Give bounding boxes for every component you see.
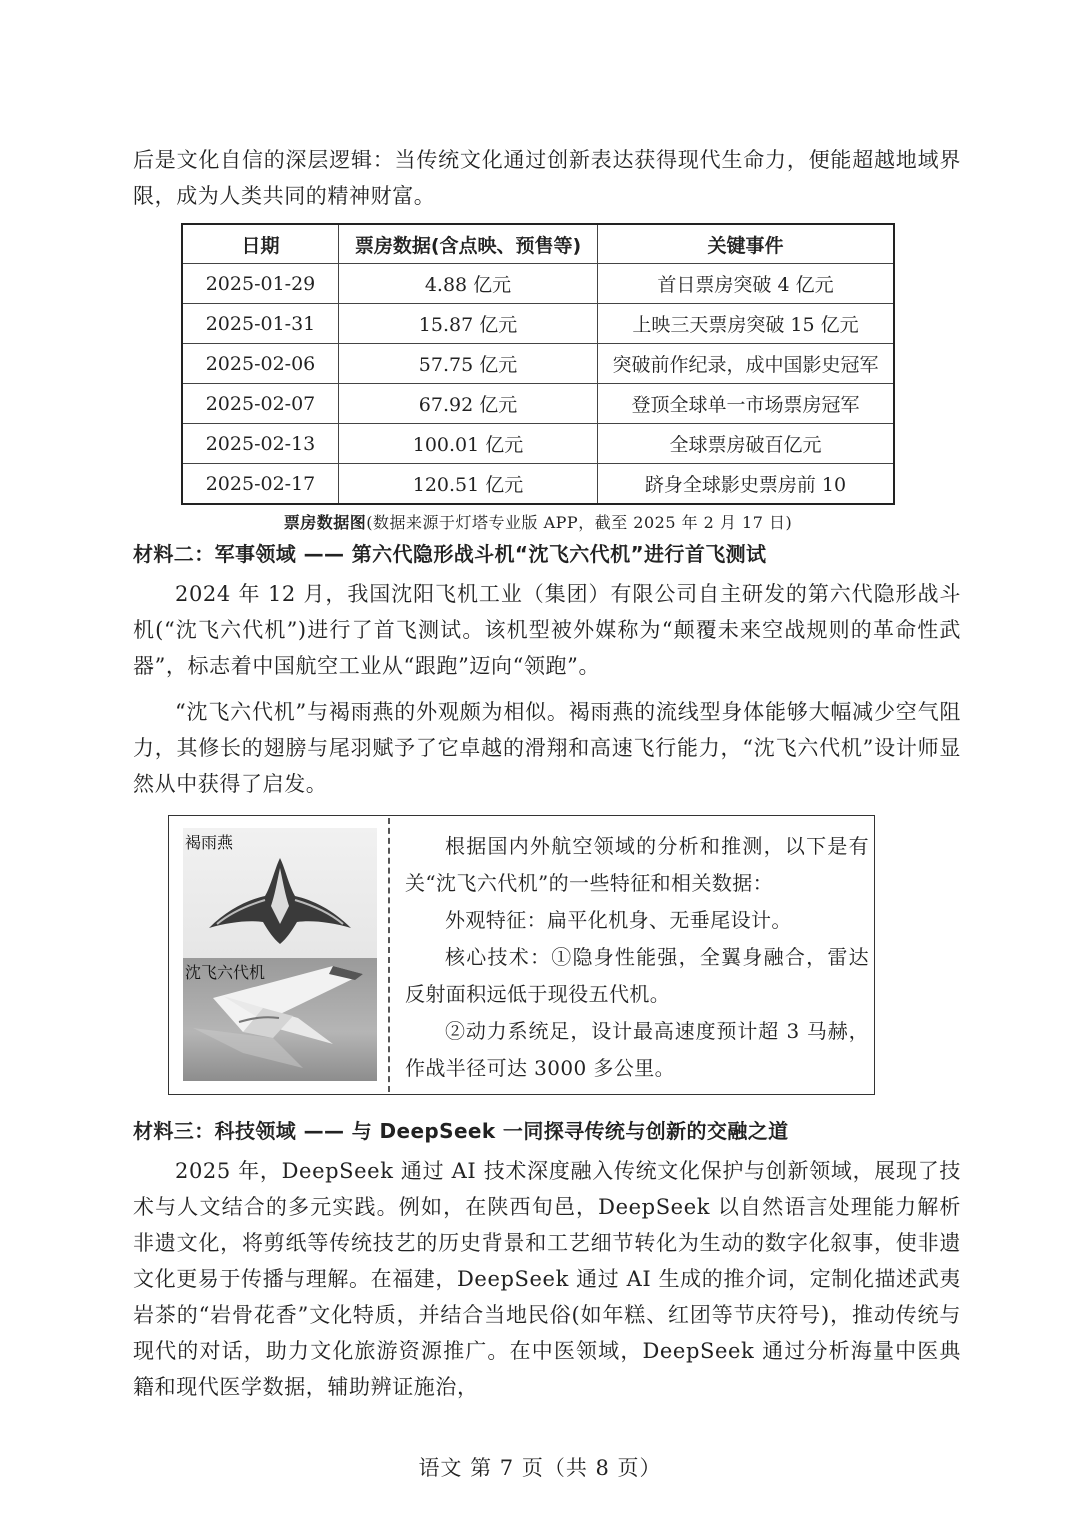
cell-box-office: 57.75 亿元 [339, 344, 598, 384]
box-office-table [181, 223, 895, 505]
caption-source: (数据来源于灯塔专业版 APP，截至 2025 年 2 月 17 日) [366, 513, 793, 532]
table-row [182, 264, 894, 304]
cell-box-office: 67.92 亿元 [339, 384, 598, 424]
caption-title: 票房数据图 [283, 513, 367, 532]
material2-heading: 材料二：军事领域 —— 第六代隐形战斗机“沈飞六代机”进行首飞测试 [133, 542, 767, 566]
cell-box-office: 15.87 亿元 [339, 304, 598, 344]
cell-event: 全球票房破百亿元 [598, 424, 895, 464]
cell-date: 2025-01-31 [182, 304, 339, 344]
cell-date: 2025-02-13 [182, 424, 339, 464]
bird-photo [183, 828, 377, 958]
table-row [182, 344, 894, 384]
figure-line-intro: 根据国内外航空领域的分析和推测，以下是有关“沈飞六代机”的一些特征和相关数据： [405, 834, 869, 895]
table-row [182, 304, 894, 344]
page-footer: 语文 第 7 页（共 8 页） [418, 1456, 662, 1480]
table-header-row [182, 224, 894, 264]
figure-divider [388, 818, 390, 1092]
material2-paragraph-2: “沈飞六代机”与褐雨燕的外观颇为相似。褐雨燕的流线型身体能够大幅减少空气阻力，其修长的翅膀与尾羽赋予了它卓越的滑翔和高速飞行能力，“沈飞六代机”设计师显然从中获得了启发。 [133, 700, 961, 796]
bird-label: 褐雨燕 [185, 833, 234, 852]
figure-line-core-tech: 核心技术：①隐身性能强，全翼身融合，雷达反射面积远低于现役五代机。 [405, 945, 869, 1006]
cell-event: 突破前作纪录，成中国影史冠军 [598, 344, 895, 384]
header-box-office: 票房数据(含点映、预售等) [339, 224, 598, 264]
jet-label: 沈飞六代机 [185, 963, 266, 982]
figure-line-power: ②动力系统足，设计最高速度预计超 3 马赫，作战半径可达 3000 多公里。 [405, 1019, 869, 1080]
figure-text [405, 828, 869, 1087]
material2-paragraph-1: 2024 年 12 月，我国沈阳飞机工业（集团）有限公司自主研发的第六代隐形战斗机(“沈飞六代机”)进行了首飞测试。该机型被外媒称为“颠覆未来空战规则的革命性武器”，标志着中国航空工业从“跟跑”迈向“领跑”。 [133, 582, 961, 678]
cell-date: 2025-02-07 [182, 384, 339, 424]
table-row [182, 384, 894, 424]
cell-date: 2025-02-06 [182, 344, 339, 384]
table-caption [181, 510, 895, 533]
cell-event: 首日票房突破 4 亿元 [598, 264, 895, 304]
header-date: 日期 [182, 224, 339, 264]
table-row [182, 464, 894, 505]
header-key-event: 关键事件 [598, 224, 895, 264]
table-row [182, 424, 894, 464]
cell-date: 2025-02-17 [182, 464, 339, 505]
cell-box-office: 4.88 亿元 [339, 264, 598, 304]
cell-event: 跻身全球影史票房前 10 [598, 464, 895, 505]
material3-heading: 材料三：科技领域 —— 与 DeepSeek 一同探寻传统与创新的交融之道 [133, 1119, 789, 1143]
cell-event: 上映三天票房突破 15 亿元 [598, 304, 895, 344]
cell-date: 2025-01-29 [182, 264, 339, 304]
cell-event: 登顶全球单一市场票房冠军 [598, 384, 895, 424]
intro-paragraph: 后是文化自信的深层逻辑：当传统文化通过创新表达获得现代生命力，便能超越地域界限，成为人类共同的精神财富。 [133, 148, 961, 208]
cell-box-office: 100.01 亿元 [339, 424, 598, 464]
cell-box-office: 120.51 亿元 [339, 464, 598, 505]
material3-paragraph-1: 2025 年，DeepSeek 通过 AI 技术深度融入传统文化保护与创新领域，展现了技术与人文结合的多元实践。例如，在陕西旬邑，DeepSeek 以自然语言处理能力解析非遗文化，将剪纸等传统技艺的历史背景和工艺细节转化为生动的数字化叙事，使非遗文化更易于传播与理解。在福建，DeepSeek 通过 AI 生成的推介词，定制化描述武夷岩茶的“岩骨花香”文化特质，并结合当地民俗(如年糕、红团等节庆符号)，推动传统与现代的对话，助力文化旅游资源推广。在中医领域，DeepSeek 通过分析海量中医典籍和现代医学数据，辅助辨证施治， [133, 1159, 961, 1399]
jet-photo [183, 958, 377, 1081]
figure-line-appearance: 外观特征：扁平化机身、无垂尾设计。 [445, 908, 792, 932]
